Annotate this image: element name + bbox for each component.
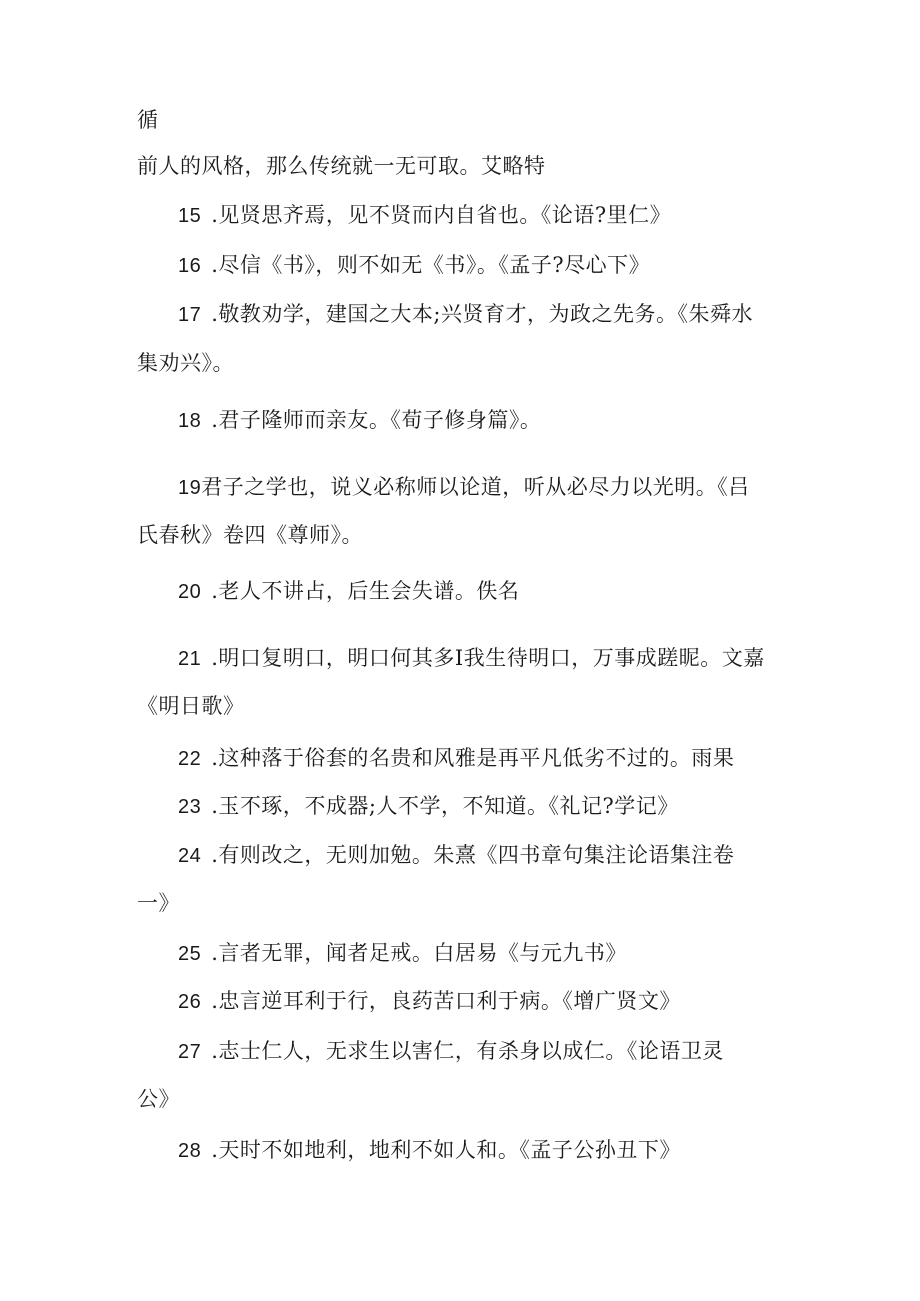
item-number: 17: [178, 304, 202, 326]
quote-item-21: [178, 645, 765, 672]
item-text: .这种落于俗套的名贵和风雅是再平凡低劣不过的。雨果: [211, 746, 735, 770]
item-text: .见贤思齐焉，见不贤而内自省也。《论语?里仁》: [211, 203, 672, 227]
quote-item-18: [178, 407, 541, 434]
item-number: 16: [178, 255, 202, 277]
item-text: .君子隆师而亲友。《荀子修身篇》。: [211, 408, 542, 432]
text-line-continuation: [137, 890, 180, 916]
item-text: .天时不如地利，地利不如人和。《孟子公孙丑下》: [211, 1138, 681, 1162]
quote-item-26: [178, 988, 681, 1015]
item-text: .老人不讲占，后生会失谱。佚名: [211, 579, 520, 603]
quote-item-24: [178, 842, 734, 869]
quote-item-15: [178, 202, 671, 229]
quote-item-20: [178, 578, 519, 605]
item-number: 28: [178, 1140, 202, 1162]
line-text: 公》: [137, 1087, 180, 1111]
line-text: 《明日歌》: [137, 694, 245, 718]
line-text: 集劝兴》。: [137, 351, 234, 375]
item-number: 24: [178, 845, 202, 867]
quote-item-16: [178, 252, 650, 279]
quote-item-22: [178, 745, 734, 772]
item-text: .尽信《书》，则不如无《书》。《孟子?尽心下》: [211, 253, 651, 277]
quote-item-17: [178, 301, 753, 328]
quote-item-27: [178, 1038, 724, 1065]
item-text: .言者无罪，闻者足戒。白居易《与元九书》: [211, 941, 627, 965]
quote-item-19: [178, 474, 750, 501]
item-text: .明口复明口，明口何其多I我生待明口，万事成蹉昵。文嘉: [211, 646, 765, 670]
item-text: .有则改之，无则加勉。朱熹《四书章句集注论语集注卷: [211, 843, 735, 867]
item-number: 15: [178, 205, 202, 227]
line-text: 循: [137, 108, 159, 132]
item-number: 25: [178, 943, 202, 965]
item-text: .敬教劝学，建国之大本;兴贤育才，为政之先务。《朱舜水: [211, 302, 753, 326]
text-line-continuation: [137, 522, 363, 548]
item-number: 22: [178, 748, 202, 770]
quote-item-28: [178, 1137, 681, 1164]
quote-item-25: [178, 940, 627, 967]
item-number: 26: [178, 991, 202, 1013]
item-number: 23: [178, 796, 202, 818]
item-text: 君子之学也，说义必称师以论道，听从必尽力以光明。《吕: [201, 475, 750, 499]
item-number: 21: [178, 648, 202, 670]
item-text: .忠言逆耳利于行，良药苦口利于病。《增广贤文》: [211, 989, 681, 1013]
line-text: 一》: [137, 891, 180, 915]
text-line: [137, 153, 546, 179]
line-text: 前人的风格，那么传统就一无可取。艾略特: [137, 154, 546, 178]
item-number: 20: [178, 581, 202, 603]
quote-item-23: [178, 793, 679, 820]
item-text: .志士仁人，无求生以害仁，有杀身以成仁。《论语卫灵: [211, 1039, 724, 1063]
item-text: .玉不琢，不成器;人不学，不知道。《礼记?学记》: [211, 794, 679, 818]
item-number: 18: [178, 410, 202, 432]
item-number: 19: [178, 477, 202, 499]
text-line-continuation: [137, 1086, 180, 1112]
line-text: 氏春秋》卷四《尊师》。: [137, 523, 363, 547]
text-line-continuation: [137, 350, 234, 376]
text-line-continuation: [137, 693, 245, 719]
text-line: [137, 107, 159, 133]
item-number: 27: [178, 1041, 202, 1063]
